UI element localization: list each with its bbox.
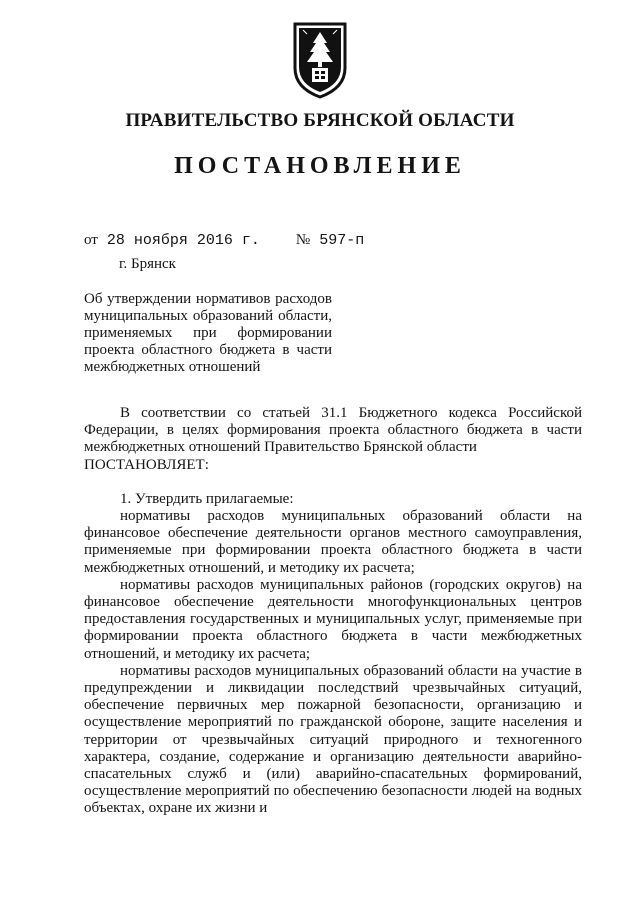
date-prefix: от [84, 232, 98, 248]
paragraph: нормативы расходов муниципальных образований области на финансовое обеспечение деятельности органов местного самоуправления, применяемые при формировании проекта областного бюджета в части межбюджетных отношений, и методику их расчета; [84, 508, 582, 576]
paragraph: нормативы расходов муниципальных образований области на участие в предупреждении и ликвидации последствий чрезвычайных ситуаций, обеспечение первичных мер пожарной безопасности, организацию и осуществление мероприятий по гражданской обороне, защите населения и территории от чрезвычайных ситуаций природного и техногенного характера, создание, содержание и организацию деятельности аварийно-спасательных служб и (или) аварийно-спасательных формирований, осуществление мероприятий по обеспечению безопасности людей на водных объектах, охране их жизни и [84, 662, 582, 817]
paragraph: нормативы расходов муниципальных районов (городских округов) на финансовое обеспечение деятельности многофункциональных центров предоставления государственных и муниципальных услуг, применяемые при формировании проекта областного бюджета в части межбюджетных отношений, и методику их расчета; [84, 576, 582, 662]
coat-of-arms-icon [291, 18, 349, 100]
preamble: В соответствии со статьей 31.1 Бюджетного кодекса Российской Федерации, в целях формирования проекта областного бюджета в части межбюджетных отношений Правительство Брянской области [84, 405, 582, 456]
item-1-title: 1. Утвердить прилагаемые: [120, 490, 294, 507]
city: г. Брянск [119, 256, 176, 272]
number-prefix: № [295, 232, 311, 248]
resolves-word: ПОСТАНОВЛЯЕТ: [84, 456, 209, 473]
document-date: 28 ноября 2016 г. [106, 232, 260, 249]
document-number: 597-п [319, 232, 365, 249]
document-body [84, 405, 582, 818]
document-subject: Об утверждении нормативов расходов муниципальных образований области, применяемых при формировании проекта областного бюджета в части межбюджетных отношений [84, 291, 332, 375]
date-number-line [84, 232, 364, 249]
government-name: ПРАВИТЕЛЬСТВО БРЯНСКОЙ ОБЛАСТИ [125, 110, 515, 131]
document-type: ПОСТАНОВЛЕНИЕ [174, 153, 466, 179]
paragraph-gap [84, 474, 582, 491]
